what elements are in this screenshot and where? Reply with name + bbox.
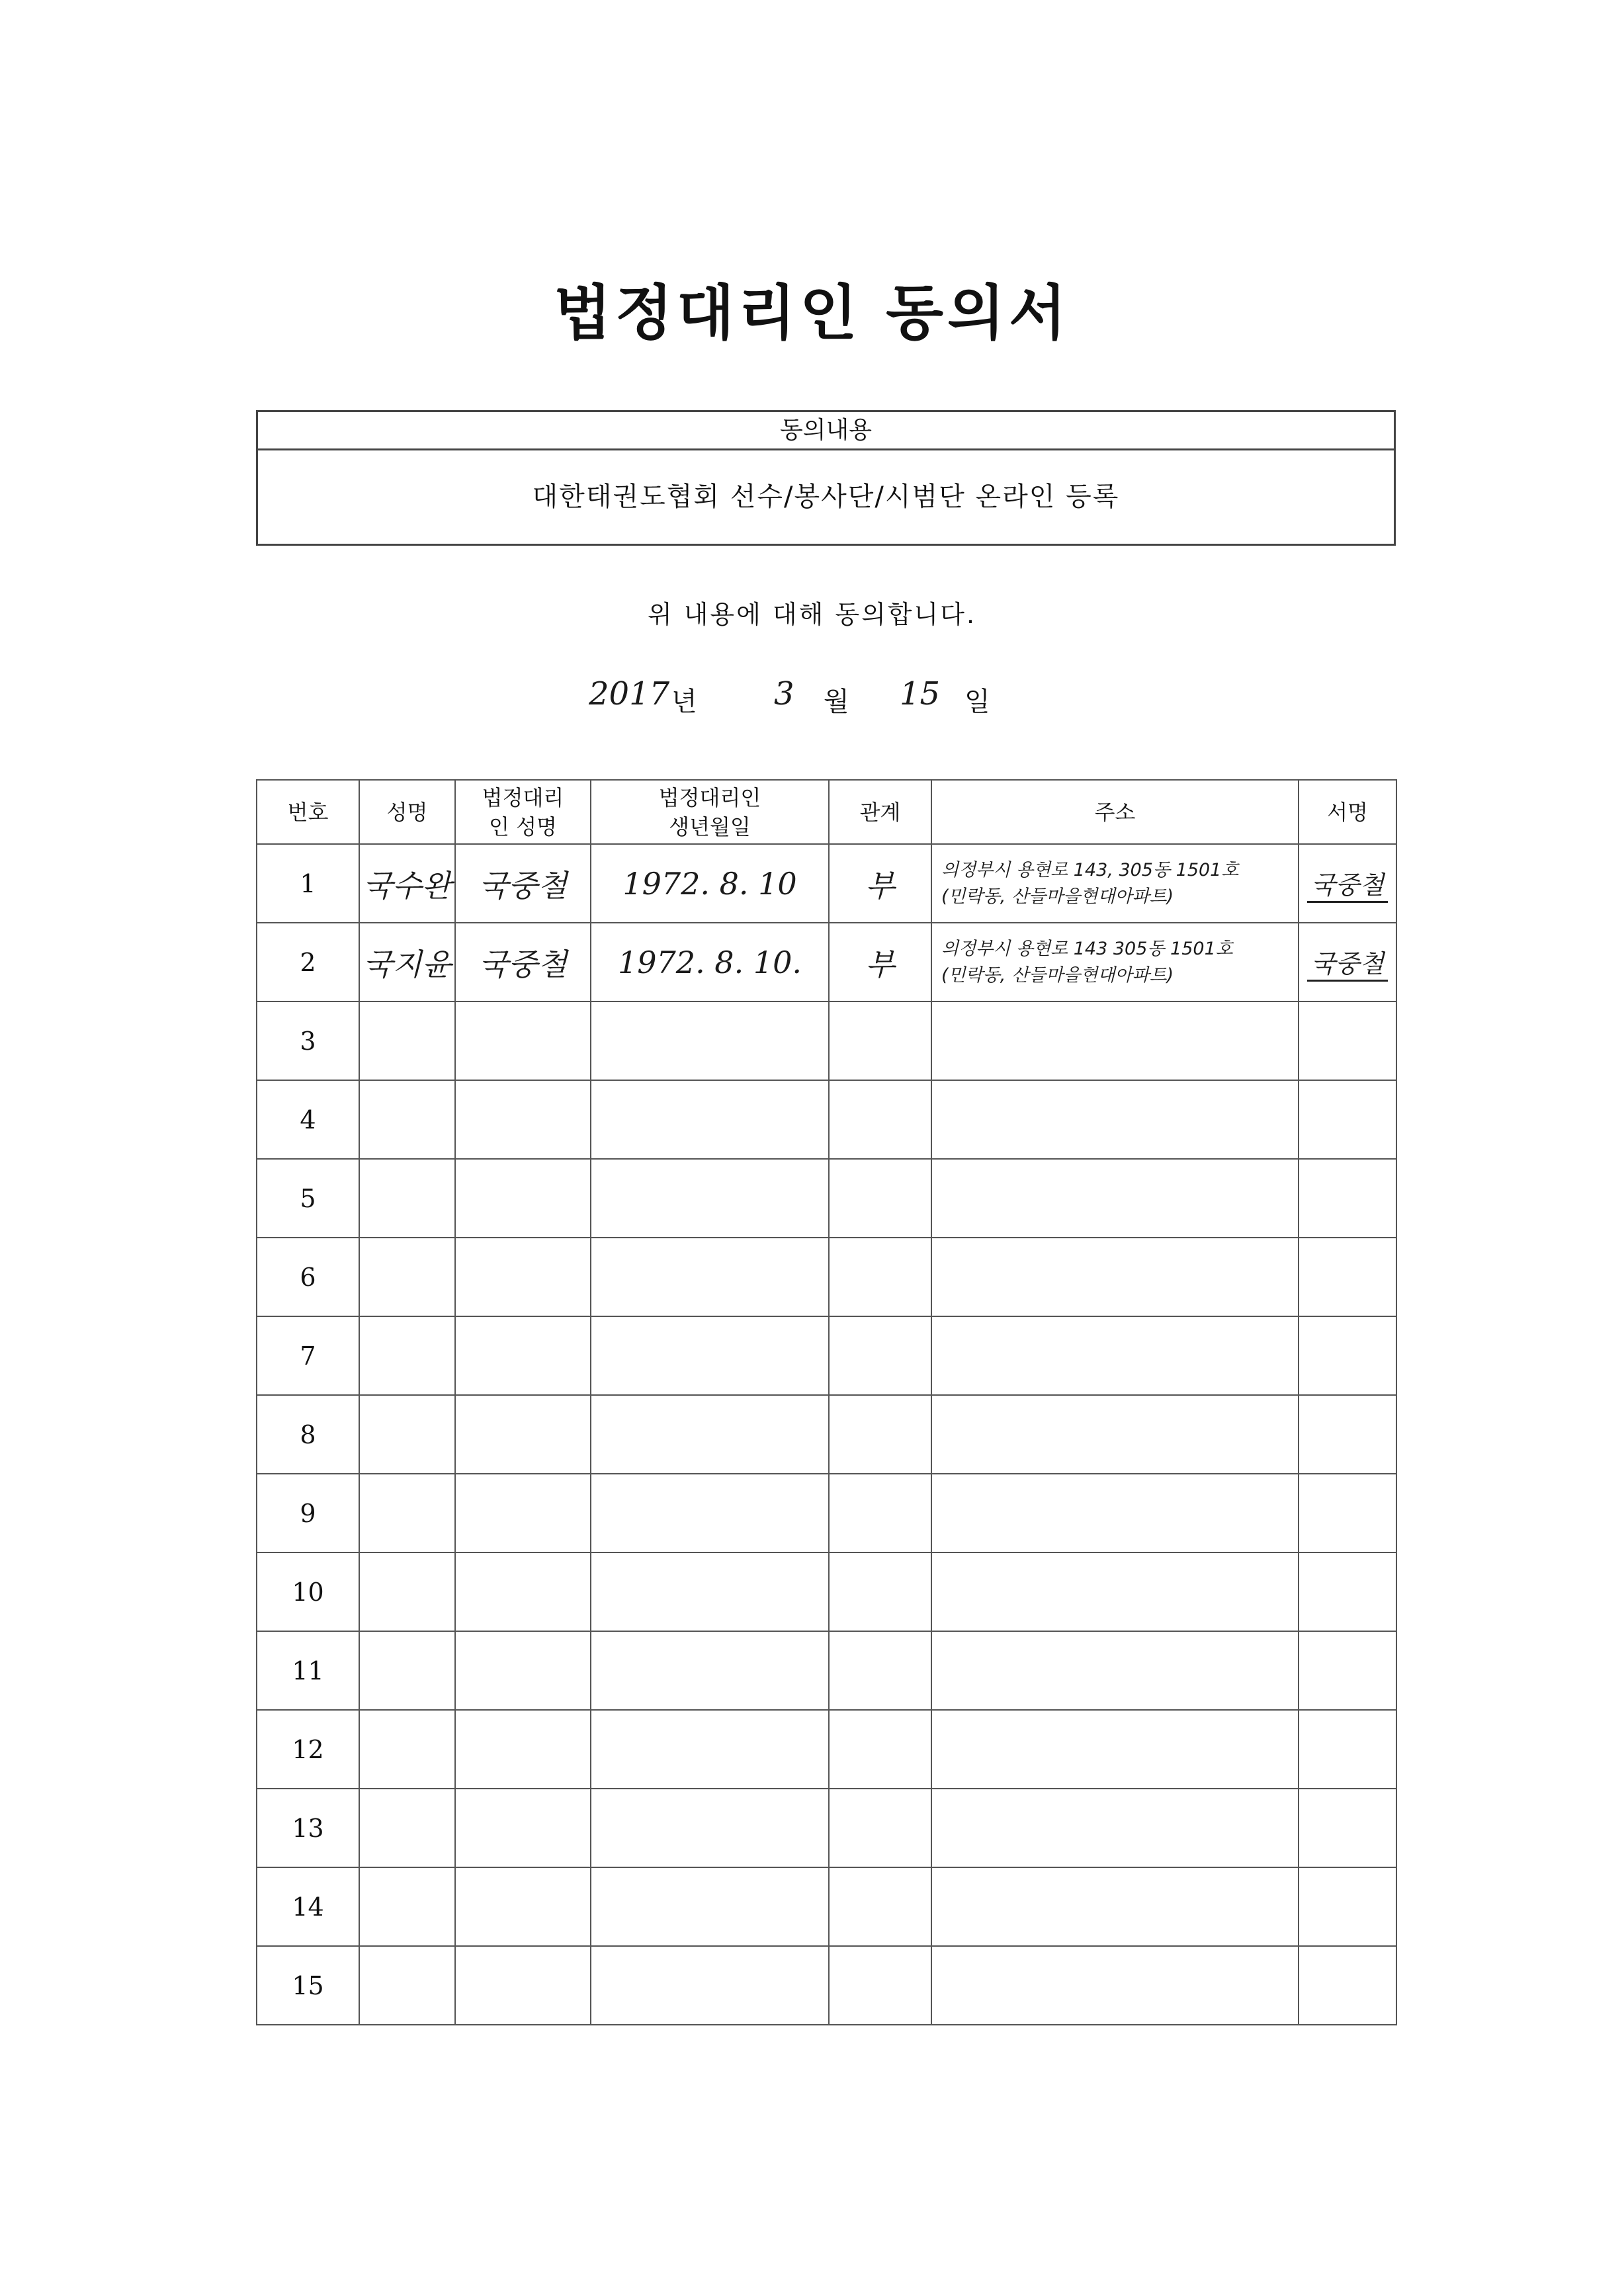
table-row [257, 1001, 1396, 1080]
table-header-row [257, 780, 1396, 844]
address-cell [931, 844, 1299, 923]
date-year-value: 2017 [589, 675, 670, 712]
guardian-name: 국중철 [478, 946, 568, 982]
table-row [257, 1867, 1396, 1946]
row-number: 1 [257, 844, 359, 923]
consent-header: 동의내용 [258, 412, 1394, 450]
document-title: 법정대리인 동의서 [554, 278, 1070, 348]
guardian-birthdate: 1972. 8. 10 [622, 865, 797, 902]
guardian-name: 국중철 [478, 867, 568, 904]
table-row [257, 1159, 1396, 1238]
row-number: 5 [257, 1159, 359, 1238]
guardian-signature: 국중철 [1307, 943, 1388, 982]
address-line-2: (민락동, 산들마을현대아파트) [941, 886, 1174, 907]
student-name: 국수완 [363, 867, 452, 904]
table-row [257, 1552, 1396, 1631]
address-cell [931, 923, 1299, 1001]
table-row [257, 1789, 1396, 1867]
date-line [0, 675, 1624, 731]
address-line-1: 의정부시 용현로 143, 305동 1501호 [941, 859, 1239, 880]
guardian-registry-table [256, 779, 1397, 2025]
row-number: 14 [257, 1867, 359, 1946]
table-row [257, 1316, 1396, 1395]
date-year-unit: 년 [671, 687, 697, 717]
row-number: 6 [257, 1238, 359, 1316]
date-month-value: 3 [774, 675, 794, 712]
consent-body: 대한태권도협회 선수/봉사단/시범단 온라인 등록 [532, 482, 1120, 512]
header-guardian-birth: 법정대리인 생년월일 [591, 780, 829, 844]
row-number: 12 [257, 1710, 359, 1789]
student-name: 국지윤 [363, 946, 452, 982]
date-day-value: 15 [900, 675, 941, 712]
header-guardian-name: 법정대리인 성명 [455, 780, 591, 844]
table-row [257, 1946, 1396, 2025]
date-day-unit: 일 [964, 687, 990, 717]
relation: 부 [865, 946, 895, 982]
address-line-2: (민락동, 산들마을현대아파트) [941, 964, 1174, 986]
consent-content-box [256, 410, 1396, 546]
row-number: 13 [257, 1789, 359, 1867]
row-number: 3 [257, 1001, 359, 1080]
row-number: 15 [257, 1946, 359, 2025]
row-number: 10 [257, 1552, 359, 1631]
table-row [257, 1474, 1396, 1552]
guardian-signature: 국중철 [1307, 865, 1388, 903]
row-number: 2 [257, 923, 359, 1001]
table-row [257, 844, 1396, 923]
row-number: 9 [257, 1474, 359, 1552]
header-no: 번호 [257, 780, 359, 844]
header-signature: 서명 [1299, 780, 1396, 844]
header-address: 주소 [931, 780, 1299, 844]
row-number: 11 [257, 1631, 359, 1710]
row-number: 8 [257, 1395, 359, 1474]
table-row [257, 1631, 1396, 1710]
agreement-statement: 위 내용에 대해 동의합니다. [647, 600, 977, 629]
table-row [257, 1710, 1396, 1789]
table-row [257, 923, 1396, 1001]
table-row [257, 1395, 1396, 1474]
row-number: 7 [257, 1316, 359, 1395]
table-row [257, 1238, 1396, 1316]
row-number: 4 [257, 1080, 359, 1159]
header-name: 성명 [359, 780, 455, 844]
guardian-birthdate: 1972. 8. 10. [618, 944, 802, 980]
relation: 부 [865, 867, 895, 904]
header-relation: 관계 [829, 780, 931, 844]
date-month-unit: 월 [824, 687, 849, 717]
address-line-1: 의정부시 용현로 143 305동 1501호 [941, 938, 1233, 959]
table-row [257, 1080, 1396, 1159]
